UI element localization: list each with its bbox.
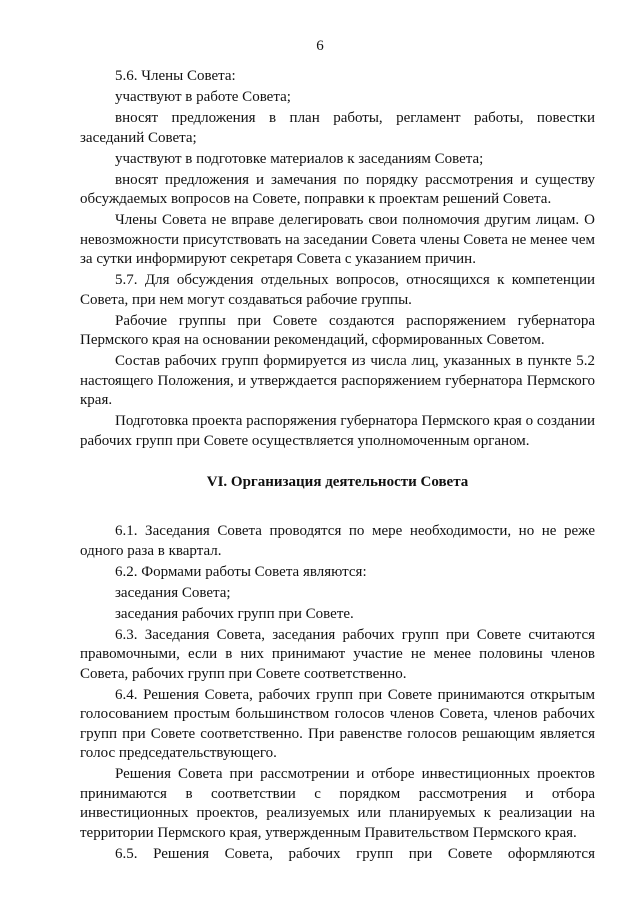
page-number: 6 xyxy=(316,38,324,54)
paragraph: Члены Совета не вправе делегировать свои полномочия другим лицам. О невозможности присутствовать на заседании Совета члены Совета не менее чем за сутки информируют секретаря Совета с указанием причин. xyxy=(80,212,595,267)
paragraph: 6.5. Решения Совета, рабочих групп при Совете оформляются xyxy=(115,845,595,862)
paragraph: 5.6. Члены Совета: xyxy=(115,68,236,84)
paragraph: Решения Совета при рассмотрении и отборе инвестиционных проектов принимаются в соответствии с порядком рассмотрения и отбора инвестиционных проектов, реализуемых или планируемых к реализации на территории Пермского края, утвержденным Правительством Пермского края. xyxy=(80,766,595,841)
paragraph: 5.7. Для обсуждения отдельных вопросов, относящихся к компетенции Совета, при нем могут создаваться рабочие группы. xyxy=(80,272,595,308)
document-body xyxy=(80,67,595,866)
paragraph: участвуют в подготовке материалов к заседаниям Совета; xyxy=(115,150,484,167)
paragraph: вносят предложения в план работы, регламент работы, повестки заседаний Совета; xyxy=(80,110,595,146)
paragraph: Состав рабочих групп формируется из числа лиц, указанных в пункте 5.2 настоящего Положения, и утверждается распоряжением губернатора Пермского края. xyxy=(80,353,595,408)
section-heading: VI. Организация деятельности Совета xyxy=(206,474,469,490)
paragraph: вносят предложения и замечания по порядку рассмотрения и существу обсуждаемых вопросов на Совете, поправки к проектам решений Совета. xyxy=(80,171,595,207)
paragraph: Рабочие группы при Совете создаются распоряжением губернатора Пермского края на основании рекомендаций, сформированных Советом. xyxy=(80,312,595,348)
paragraph: участвуют в работе Совета; xyxy=(115,89,291,105)
paragraph: 6.3. Заседания Совета, заседания рабочих групп при Совете считаются правомочными, если в них принимают участие не менее половины членов Совета, рабочих групп при Совете соответственно. xyxy=(80,626,595,682)
paragraph: заседания Совета; xyxy=(115,584,231,601)
paragraph: Подготовка проекта распоряжения губернатора Пермского края о создании рабочих групп при Совете осуществляется уполномоченным органом. xyxy=(80,413,595,449)
paragraph: 6.4. Решения Совета, рабочих групп при Совете принимаются открытым голосованием простым большинством голосов членов Совета, членов рабочих групп при Совете соответственно. При равенстве голосов решающим является голос председательствующего. xyxy=(80,686,595,761)
paragraph: 6.2. Формами работы Совета являются: xyxy=(115,563,367,580)
paragraph: 6.1. Заседания Совета проводятся по мере необходимости, но не реже одного раза в квартал. xyxy=(80,523,595,559)
paragraph: заседания рабочих групп при Совете. xyxy=(115,605,354,622)
